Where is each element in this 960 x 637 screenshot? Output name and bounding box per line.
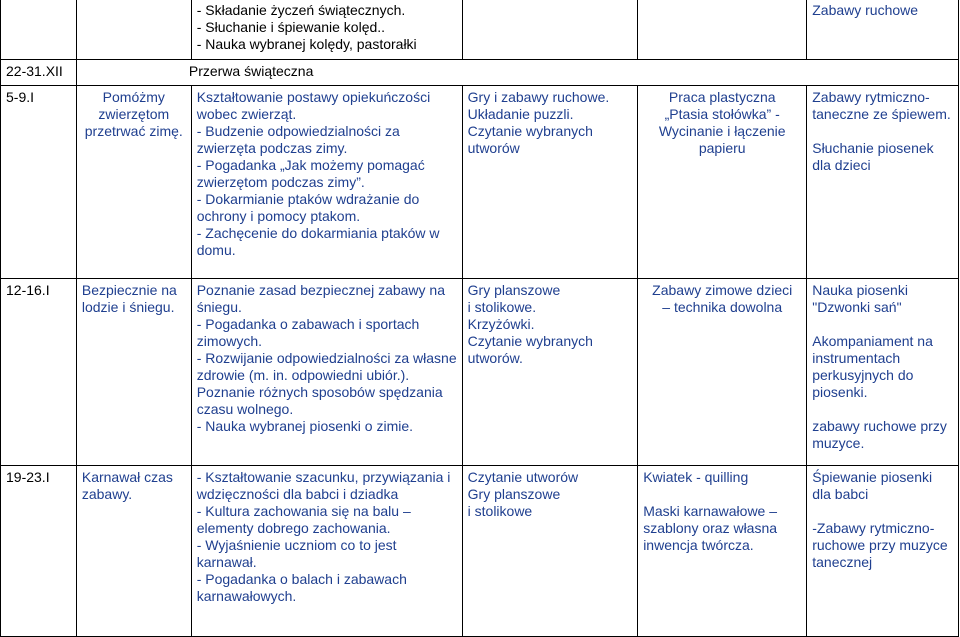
topic-cell: Bezpiecznie na lodzie i śniegu.: [76, 279, 191, 466]
music-cell: Śpiewanie piosenki dla babci -Zabawy rytmiczno-ruchowe przy muzyce tanecznej: [807, 466, 959, 637]
date-cell: [1, 0, 77, 60]
table-row: [1, 279, 959, 466]
music-cell: Zabawy ruchowe: [807, 0, 959, 60]
art-cell: Kwiatek - quilling Maski karnawałowe – szablony oraz własna inwencja twórcza.: [638, 466, 807, 637]
table-row: [1, 60, 959, 86]
date-cell: 22-31.XII: [1, 60, 77, 86]
topic-cell: Pomóżmy zwierzętom przetrwać zimę.: [76, 86, 191, 279]
activities-cell: Poznanie zasad bezpiecznej zabawy na śniegu. - Pogadanka o zabawach i sportach zimowych. - Rozwijanie odpowiedzialności za własne zdrowie (m. in. odpowiedni ubiór.). Poznanie różnych sposobów spędzania czasu wolnego. - Nauka wybranej piosenki o zimie.: [191, 279, 462, 466]
table-row: [1, 86, 959, 279]
date-cell: 19-23.I: [1, 466, 77, 637]
music-cell: Zabawy rytmiczno-taneczne ze śpiewem. Słuchanie piosenek dla dzieci: [807, 86, 959, 279]
art-cell: Zabawy zimowe dzieci – technika dowolna: [638, 279, 807, 466]
activities-cell: Kształtowanie postawy opiekuńczości wobec zwierząt. - Budzenie odpowiedzialności za zwierzęta podczas zimy. - Pogadanka „Jak możemy pomagać zwierzętom podczas zimy”. - Dokarmianie ptaków wdrażanie do ochrony i pomocy ptakom. - Zachęcenie do dokarmiania ptaków w domu.: [191, 86, 462, 279]
games-cell: [462, 0, 638, 60]
break-cell: Przerwa świąteczna: [76, 60, 958, 86]
activities-cell: - Składanie życzeń świątecznych. - Słuchanie i śpiewanie kolęd.. - Nauka wybranej kolędy, pastorałki: [191, 0, 462, 60]
topic-cell: Karnawał czas zabawy.: [76, 466, 191, 637]
table-row: [1, 466, 959, 637]
games-cell: Czytanie utworów Gry planszowe i stolikowe: [462, 466, 638, 637]
table-row: [1, 0, 959, 60]
games-cell: Gry planszowe i stolikowe. Krzyżówki. Czytanie wybranych utworów.: [462, 279, 638, 466]
date-cell: 12-16.I: [1, 279, 77, 466]
art-cell: Praca plastyczna „Ptasia stołówka” - Wycinanie i łączenie papieru: [638, 86, 807, 279]
music-cell: Nauka piosenki "Dzwonki sań" Akompaniament na instrumentach perkusyjnych do piosenki. zabawy ruchowe przy muzyce.: [807, 279, 959, 466]
art-cell: [638, 0, 807, 60]
activities-cell: - Kształtowanie szacunku, przywiązania i wdzięczności dla babci i dziadka - Kultura zachowania się na balu – elementy dobrego zachowania. - Wyjaśnienie uczniom co to jest karnawał. - Pogadanka o balach i zabawach karnawałowych.: [191, 466, 462, 637]
games-cell: Gry i zabawy ruchowe. Układanie puzzli. Czytanie wybranych utworów: [462, 86, 638, 279]
date-cell: 5-9.I: [1, 86, 77, 279]
topic-cell: [76, 0, 191, 60]
